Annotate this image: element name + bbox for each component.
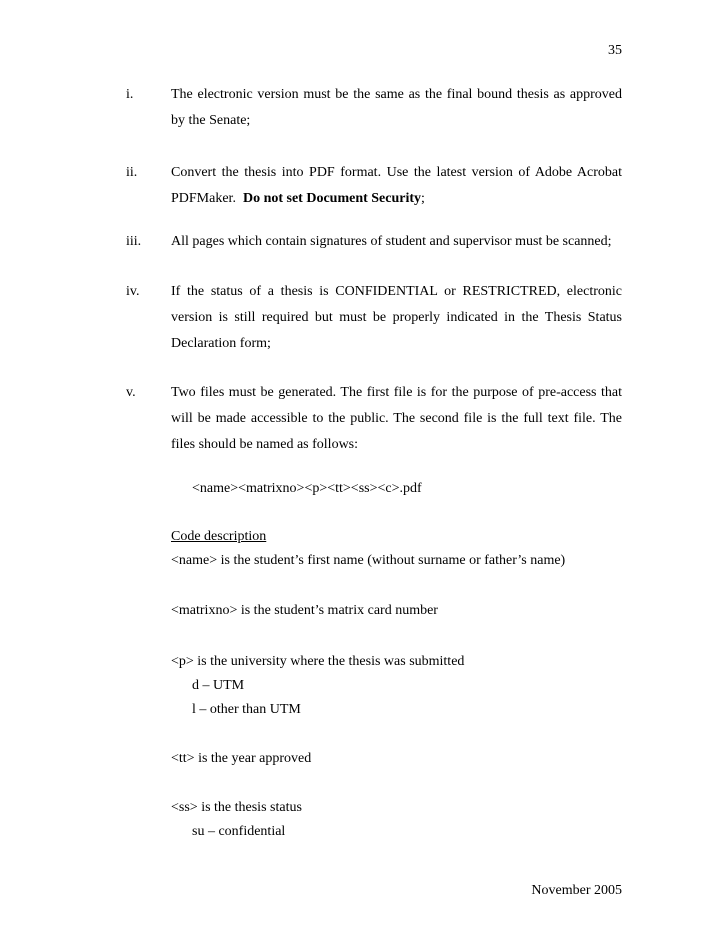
- list-item-text: [171, 82, 622, 134]
- footer-date: November 2005: [531, 883, 622, 898]
- list-marker: iv.: [126, 284, 140, 299]
- text-line: Two files must be generated. The first file is for the purpose of pre-access that: [171, 385, 622, 400]
- list-marker: ii.: [126, 165, 138, 180]
- text-line: files should be named as follows:: [171, 437, 359, 452]
- text-line: All pages which contain signatures of student and supervisor must be scanned;: [171, 234, 612, 249]
- code-ss-description: <ss> is the thesis status: [171, 800, 302, 815]
- text-line: will be made accessible to the public. The second file is the full text file. The: [171, 411, 622, 426]
- code-p-option: l – other than UTM: [192, 702, 301, 717]
- list-item-text: [171, 229, 622, 255]
- list-item-text: [171, 160, 622, 212]
- text-line: version is still required but must be properly indicated in the Thesis Status: [171, 310, 622, 325]
- filename-pattern: <name><matrixno><p><tt><ss><c>.pdf: [192, 481, 422, 496]
- code-description-heading: Code description: [171, 529, 267, 544]
- text-line: [171, 186, 622, 212]
- list-item-text: [171, 279, 622, 357]
- code-name-description: <name> is the student’s first name (without surname or father’s name): [171, 553, 566, 568]
- text-line: The electronic version must be the same as the final bound thesis as approved: [171, 87, 622, 102]
- text-line: by the Senate;: [171, 113, 251, 128]
- code-matrixno-description: <matrixno> is the student’s matrix card number: [171, 603, 438, 618]
- page-number: 35: [608, 43, 622, 58]
- code-p-option: d – UTM: [192, 678, 245, 693]
- list-marker: v.: [126, 385, 136, 400]
- text-segment: PDFMaker.: [171, 191, 236, 206]
- bold-emphasis: Do not set Document Security: [242, 191, 422, 206]
- text-line: Convert the thesis into PDF format. Use the latest version of Adobe Acrobat: [171, 165, 622, 180]
- text-line: Declaration form;: [171, 336, 271, 351]
- code-ss-option: su – confidential: [192, 824, 286, 839]
- list-item-text: [171, 380, 622, 458]
- code-tt-description: <tt> is the year approved: [171, 751, 312, 766]
- list-marker: i.: [126, 87, 134, 102]
- list-marker: iii.: [126, 234, 142, 249]
- code-p-description: <p> is the university where the thesis was submitted: [171, 654, 465, 669]
- text-line: If the status of a thesis is CONFIDENTIAL or RESTRICTRED, electronic: [171, 284, 622, 299]
- text-segment: ;: [421, 191, 425, 206]
